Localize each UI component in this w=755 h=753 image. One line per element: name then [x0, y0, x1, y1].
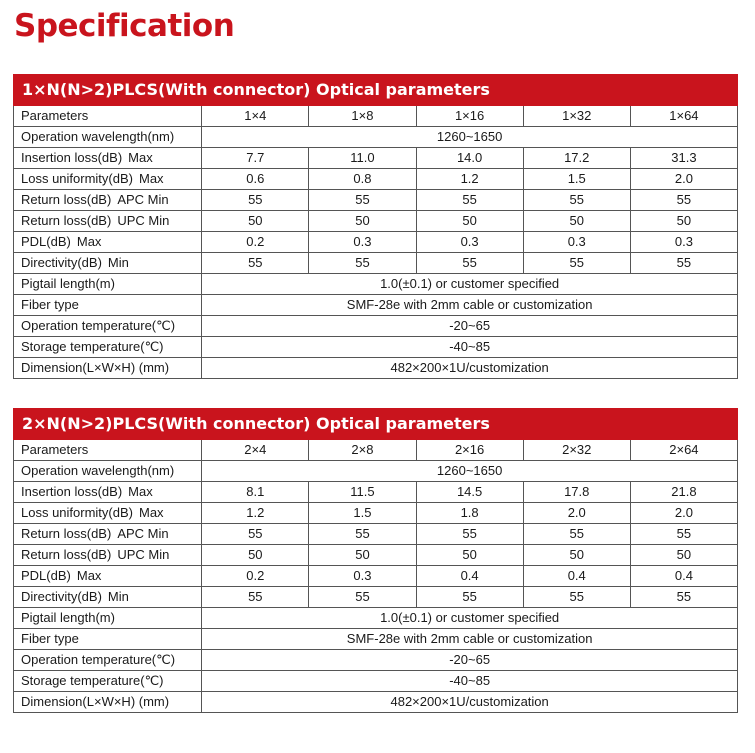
row-value-span: 1.0(±0.1) or customer specified [202, 608, 738, 629]
row-value: 1.2 [202, 503, 309, 524]
row-value: 0.6 [202, 169, 309, 190]
row-value-span: 1.0(±0.1) or customer specified [202, 274, 738, 295]
table-row [14, 274, 738, 295]
row-value: 0.3 [309, 566, 416, 587]
table-row [14, 253, 738, 274]
row-value-span: -20~65 [202, 650, 738, 671]
row-value: 55 [202, 190, 309, 211]
row-value-span: -40~85 [202, 337, 738, 358]
header-label: Parameters [14, 106, 202, 127]
row-value-span: -20~65 [202, 316, 738, 337]
table-title-row [14, 75, 738, 106]
row-label-cell [14, 524, 202, 545]
table-row [14, 316, 738, 337]
row-label-cell [14, 650, 202, 671]
row-qualifier: Max [138, 505, 164, 520]
header-col: 1×8 [309, 106, 416, 127]
row-value-span: 1260~1650 [202, 127, 738, 148]
row-label-cell [14, 358, 202, 379]
row-label: Operation wavelength(nm) [21, 463, 175, 478]
row-value: 0.3 [416, 232, 523, 253]
row-value: 0.4 [416, 566, 523, 587]
row-label-cell [14, 295, 202, 316]
row-label: Storage temperature(℃) [21, 673, 164, 688]
row-qualifier: APC Min [117, 526, 169, 541]
row-label: Insertion loss(dB) [21, 484, 123, 499]
row-value: 14.5 [416, 482, 523, 503]
table-row [14, 337, 738, 358]
row-label: Storage temperature(℃) [21, 339, 164, 354]
row-value: 55 [523, 524, 630, 545]
row-label: Fiber type [21, 297, 79, 312]
header-col: 1×64 [630, 106, 737, 127]
table-row [14, 461, 738, 482]
row-value: 50 [309, 545, 416, 566]
table-row [14, 232, 738, 253]
header-label: Parameters [14, 440, 202, 461]
row-label: Directivity(dB) [21, 589, 102, 604]
table-row [14, 503, 738, 524]
header-col: 2×16 [416, 440, 523, 461]
row-value: 55 [202, 524, 309, 545]
row-label-cell [14, 337, 202, 358]
row-value: 55 [416, 524, 523, 545]
row-value: 0.4 [630, 566, 737, 587]
table-row [14, 169, 738, 190]
row-value: 55 [416, 190, 523, 211]
row-value: 50 [523, 211, 630, 232]
row-label-cell [14, 503, 202, 524]
row-qualifier: UPC Min [117, 547, 170, 562]
row-label-cell [14, 629, 202, 650]
row-value: 0.8 [309, 169, 416, 190]
row-label: Pigtail length(m) [21, 610, 115, 625]
header-col: 2×64 [630, 440, 737, 461]
header-col: 1×32 [523, 106, 630, 127]
row-value: 50 [416, 545, 523, 566]
row-value: 0.2 [202, 232, 309, 253]
row-label: Return loss(dB) [21, 192, 112, 207]
row-value: 55 [523, 587, 630, 608]
row-value: 0.2 [202, 566, 309, 587]
row-label-cell [14, 608, 202, 629]
row-value: 55 [416, 253, 523, 274]
row-label-cell [14, 190, 202, 211]
row-label: Fiber type [21, 631, 79, 646]
table-title: 2×N(N>2)PLCS(With connector) Optical parameters [14, 409, 738, 440]
row-value: 55 [523, 253, 630, 274]
row-value: 55 [309, 190, 416, 211]
row-value: 50 [630, 545, 737, 566]
row-value: 0.3 [523, 232, 630, 253]
row-value: 0.3 [630, 232, 737, 253]
row-value: 55 [523, 190, 630, 211]
row-value: 55 [630, 253, 737, 274]
row-value-span: 482×200×1U/customization [202, 692, 738, 713]
row-value: 50 [416, 211, 523, 232]
row-value: 50 [523, 545, 630, 566]
table-title-row [14, 409, 738, 440]
row-value: 55 [630, 524, 737, 545]
row-label: Operation temperature(℃) [21, 318, 176, 333]
row-value-span: -40~85 [202, 671, 738, 692]
table-header-row [14, 106, 738, 127]
row-value-span: 482×200×1U/customization [202, 358, 738, 379]
table-row [14, 566, 738, 587]
table-row [14, 545, 738, 566]
row-value: 21.8 [630, 482, 737, 503]
row-qualifier: Max [128, 484, 153, 499]
row-value: 7.7 [202, 148, 309, 169]
row-label-cell [14, 482, 202, 503]
row-label-cell [14, 316, 202, 337]
row-label: PDL(dB) [21, 234, 71, 249]
row-value: 55 [202, 253, 309, 274]
row-label: Operation temperature(℃) [21, 652, 176, 667]
row-value: 55 [309, 253, 416, 274]
row-label-cell [14, 566, 202, 587]
table-row [14, 211, 738, 232]
header-col: 2×4 [202, 440, 309, 461]
row-value-span: SMF-28e with 2mm cable or customization [202, 629, 738, 650]
row-qualifier: Min [107, 589, 129, 604]
row-qualifier: Min [107, 255, 129, 270]
row-label-cell [14, 148, 202, 169]
row-qualifier: Max [76, 568, 102, 583]
row-value: 2.0 [630, 169, 737, 190]
row-value: 1.2 [416, 169, 523, 190]
row-value: 1.8 [416, 503, 523, 524]
row-value: 55 [416, 587, 523, 608]
row-value-span: 1260~1650 [202, 461, 738, 482]
row-value: 55 [630, 190, 737, 211]
row-label-cell [14, 692, 202, 713]
row-label: Insertion loss(dB) [21, 150, 123, 165]
row-label-cell [14, 253, 202, 274]
row-label: Dimension(L×W×H) (mm) [21, 360, 170, 375]
table-row [14, 629, 738, 650]
table-row [14, 671, 738, 692]
row-value: 55 [202, 587, 309, 608]
row-value: 50 [202, 545, 309, 566]
row-value: 0.4 [523, 566, 630, 587]
table-row [14, 127, 738, 148]
table-row [14, 190, 738, 211]
row-label-cell [14, 461, 202, 482]
row-value: 50 [202, 211, 309, 232]
table-row [14, 482, 738, 503]
table-row [14, 650, 738, 671]
header-col: 2×8 [309, 440, 416, 461]
row-label-cell [14, 545, 202, 566]
row-value: 31.3 [630, 148, 737, 169]
row-label-cell [14, 587, 202, 608]
spec-table-2xN [13, 408, 738, 713]
row-label-cell [14, 127, 202, 148]
row-label: Return loss(dB) [21, 213, 112, 228]
table-row [14, 148, 738, 169]
table-row [14, 608, 738, 629]
row-label: Loss uniformity(dB) [21, 505, 133, 520]
row-label: Loss uniformity(dB) [21, 171, 133, 186]
row-value: 50 [309, 211, 416, 232]
row-value: 17.8 [523, 482, 630, 503]
row-value: 2.0 [523, 503, 630, 524]
row-qualifier: UPC Min [117, 213, 170, 228]
row-label-cell [14, 671, 202, 692]
row-value: 1.5 [309, 503, 416, 524]
table-row [14, 692, 738, 713]
row-value-span: SMF-28e with 2mm cable or customization [202, 295, 738, 316]
table-header-row [14, 440, 738, 461]
row-value: 55 [309, 587, 416, 608]
row-qualifier: Max [76, 234, 102, 249]
row-label-cell [14, 211, 202, 232]
row-label: Operation wavelength(nm) [21, 129, 175, 144]
row-value: 8.1 [202, 482, 309, 503]
table-row [14, 295, 738, 316]
row-qualifier: Max [128, 150, 153, 165]
table-title: 1×N(N>2)PLCS(With connector) Optical parameters [14, 75, 738, 106]
header-col: 2×32 [523, 440, 630, 461]
row-label: Pigtail length(m) [21, 276, 115, 291]
row-value: 50 [630, 211, 737, 232]
row-label: PDL(dB) [21, 568, 71, 583]
row-value: 11.0 [309, 148, 416, 169]
row-label: Dimension(L×W×H) (mm) [21, 694, 170, 709]
header-col: 1×4 [202, 106, 309, 127]
row-label-cell [14, 232, 202, 253]
page-title: Specification [14, 8, 235, 44]
row-value: 55 [309, 524, 416, 545]
table-row [14, 358, 738, 379]
row-label: Return loss(dB) [21, 526, 112, 541]
row-label: Return loss(dB) [21, 547, 112, 562]
row-value: 0.3 [309, 232, 416, 253]
row-value: 14.0 [416, 148, 523, 169]
table-row [14, 524, 738, 545]
row-qualifier: Max [138, 171, 164, 186]
row-value: 1.5 [523, 169, 630, 190]
row-value: 17.2 [523, 148, 630, 169]
row-label-cell [14, 169, 202, 190]
row-value: 11.5 [309, 482, 416, 503]
table-row [14, 587, 738, 608]
row-label: Directivity(dB) [21, 255, 102, 270]
row-value: 2.0 [630, 503, 737, 524]
row-qualifier: APC Min [117, 192, 169, 207]
spec-table-1xN [13, 74, 738, 379]
row-label-cell [14, 274, 202, 295]
header-col: 1×16 [416, 106, 523, 127]
row-value: 55 [630, 587, 737, 608]
